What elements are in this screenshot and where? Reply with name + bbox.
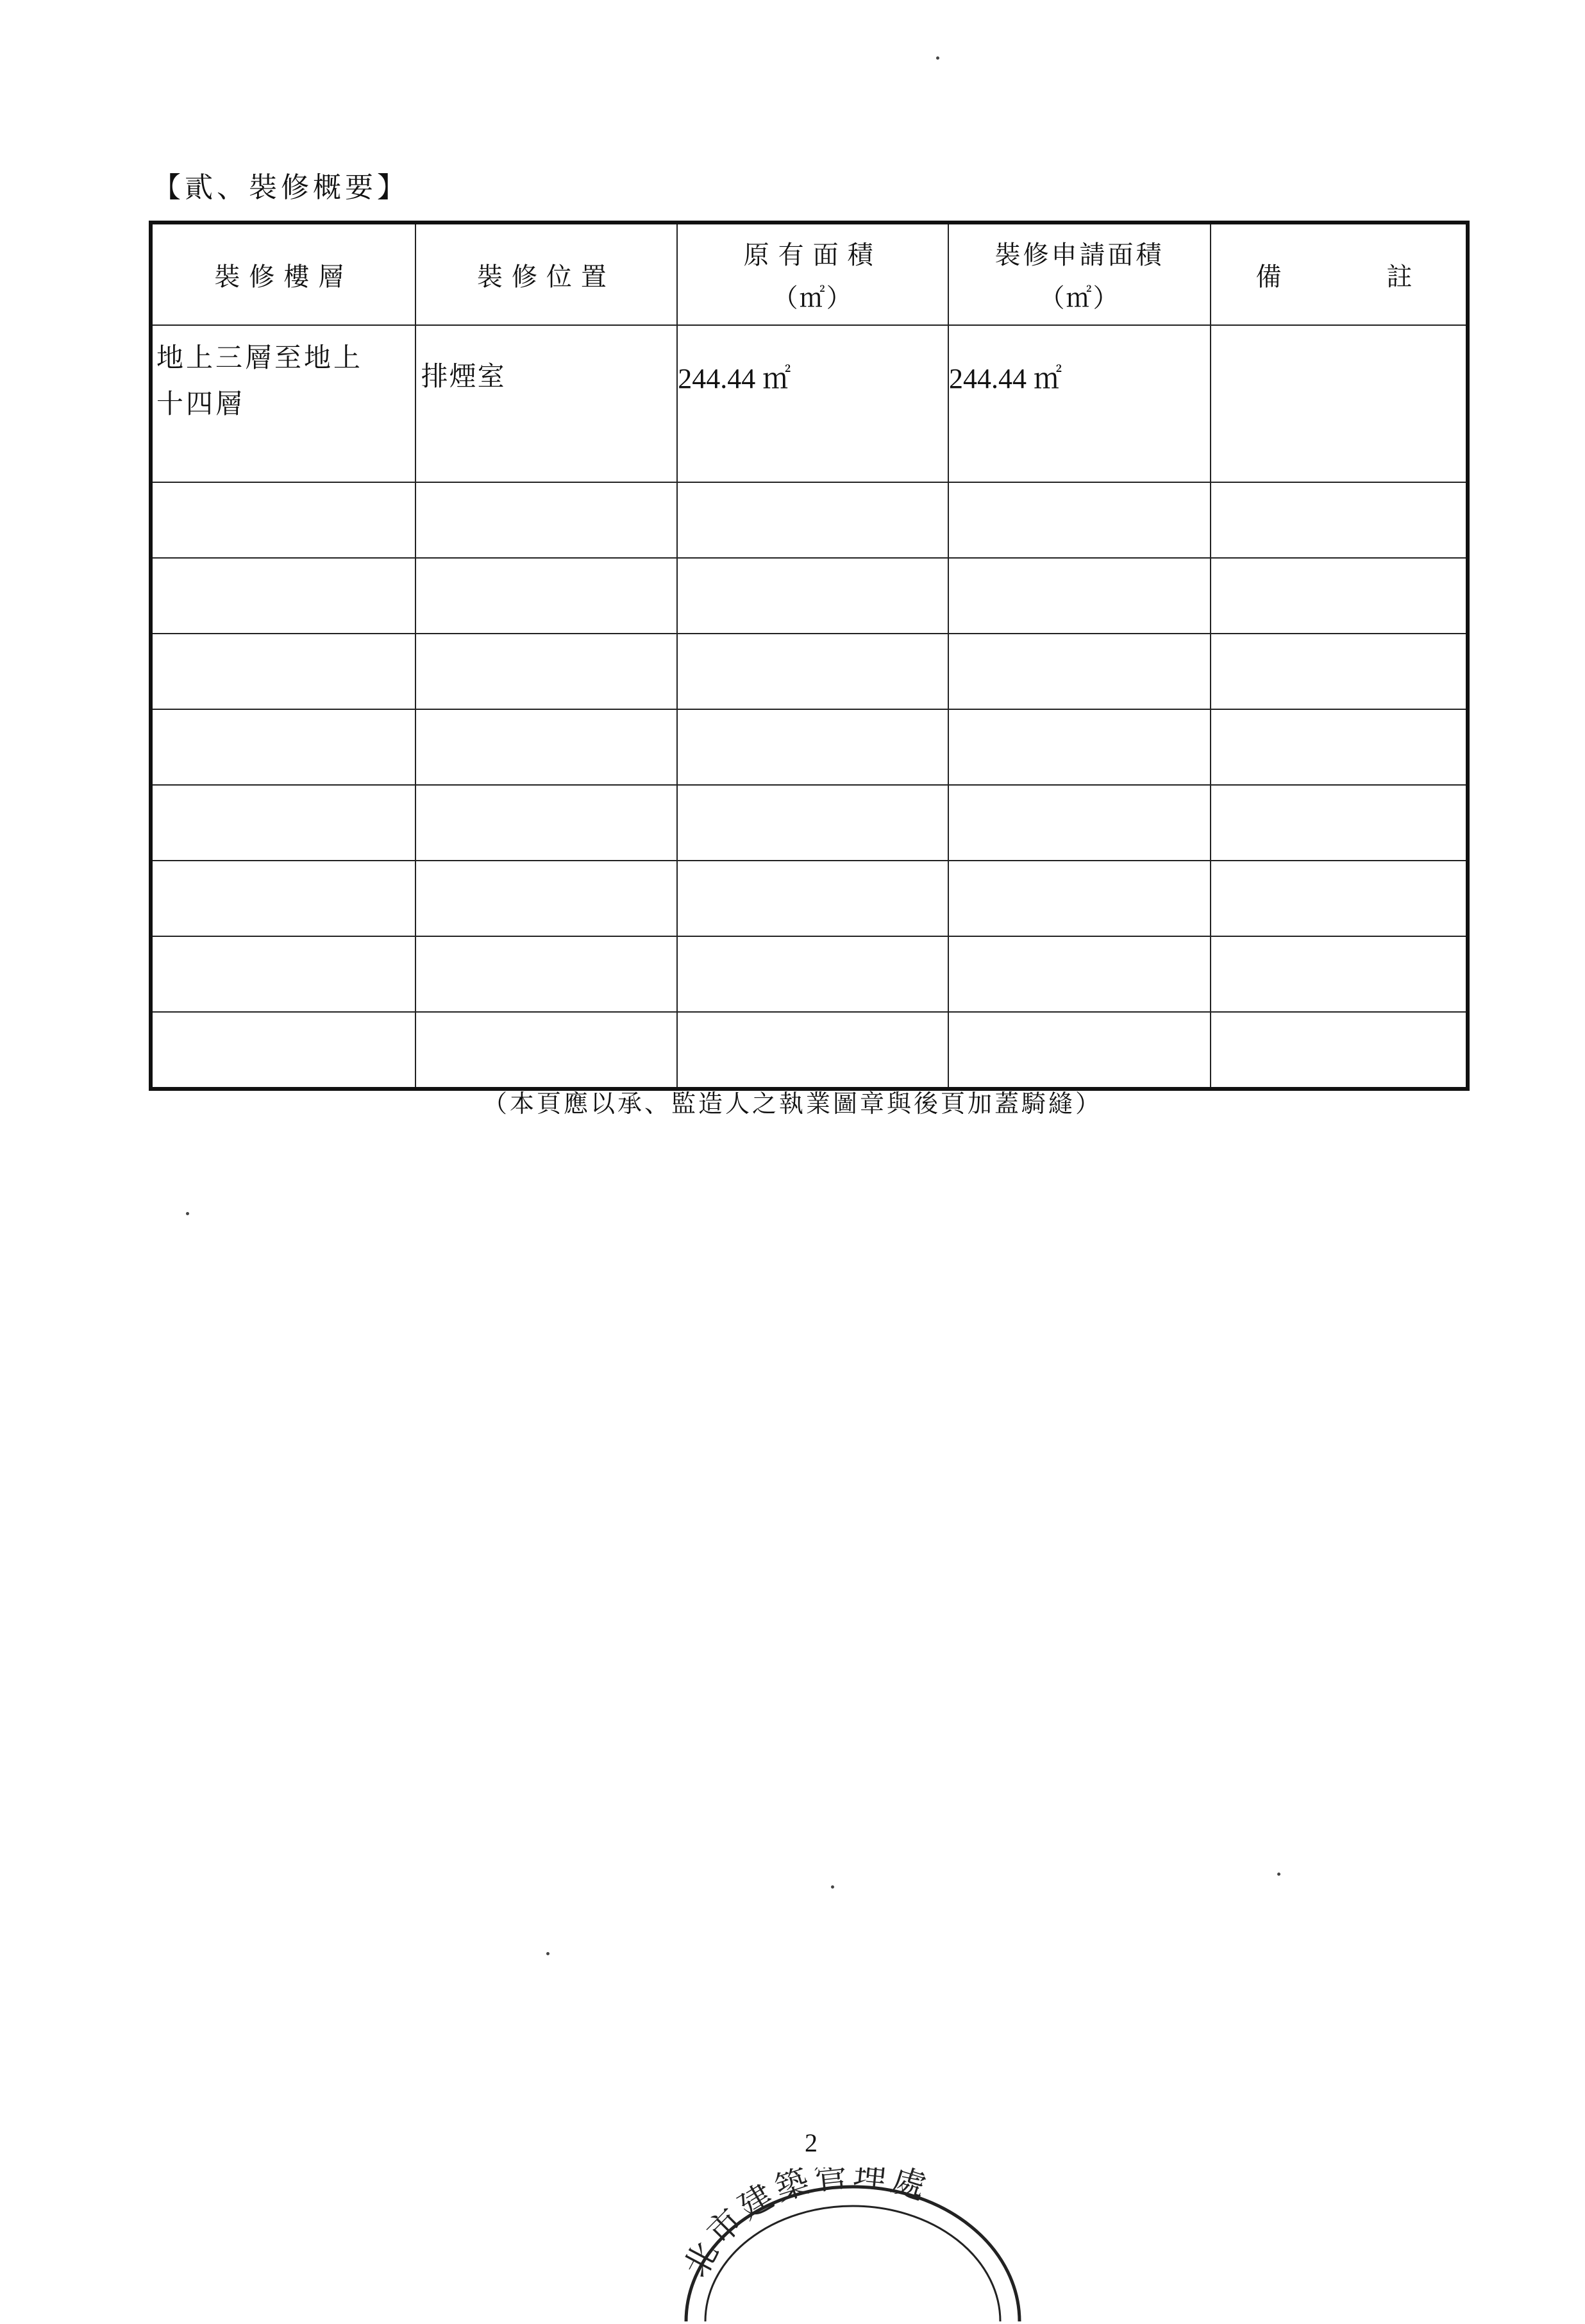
remark-cell — [1211, 325, 1468, 482]
empty-cell — [948, 1012, 1211, 1089]
empty-cell — [948, 482, 1211, 558]
empty-cell — [677, 482, 948, 558]
empty-cell — [151, 482, 415, 558]
renovation-summary-table — [149, 221, 1470, 1091]
scan-speck — [546, 1952, 549, 1955]
header-floor: 裝修樓層 — [151, 223, 415, 325]
table-row — [151, 325, 1468, 482]
seal-graphic — [673, 2168, 1032, 2321]
scan-speck — [1277, 1873, 1280, 1876]
header-applied-area-label: 裝修申請面積 — [994, 240, 1164, 270]
header-remark — [1211, 223, 1468, 325]
empty-cell — [1211, 785, 1468, 861]
section-heading: 【貳、裝修概要】 — [153, 171, 409, 204]
empty-cell — [948, 558, 1211, 634]
header-applied-area — [948, 223, 1211, 325]
empty-cell — [151, 785, 415, 861]
empty-cell — [415, 709, 678, 785]
empty-cell — [415, 861, 678, 936]
empty-cell — [151, 936, 415, 1012]
footnote: （本頁應以承、監造人之執業圖章與後頁加蓋騎縫） — [482, 1090, 1102, 1118]
empty-cell — [415, 1012, 678, 1089]
empty-cell — [677, 785, 948, 861]
empty-cell — [948, 709, 1211, 785]
scan-speck — [831, 1885, 834, 1889]
original-area-cell: 244.44 ㎡ — [677, 325, 948, 482]
header-original-area — [677, 223, 948, 325]
empty-cell — [948, 861, 1211, 936]
table-row — [151, 861, 1468, 936]
empty-cell — [415, 558, 678, 634]
table-row — [151, 785, 1468, 861]
empty-cell — [151, 1012, 415, 1089]
header-original-area-unit: （㎡） — [772, 283, 853, 313]
empty-cell — [151, 861, 415, 936]
applied-area-cell: 244.44 ㎡ — [948, 325, 1211, 482]
empty-cell — [677, 1012, 948, 1089]
empty-cell — [948, 785, 1211, 861]
scan-speck — [186, 1212, 189, 1215]
header-remark-part1: 備 — [1255, 262, 1291, 292]
empty-cell — [151, 558, 415, 634]
official-seal — [673, 2168, 1032, 2321]
empty-cell — [677, 709, 948, 785]
table-row — [151, 634, 1468, 709]
header-original-area-label: 原有面積 — [743, 240, 882, 270]
empty-cell — [948, 634, 1211, 709]
empty-cell — [1211, 709, 1468, 785]
header-remark-part2: 註 — [1386, 262, 1421, 292]
empty-cell — [1211, 634, 1468, 709]
empty-cell — [415, 482, 678, 558]
seal-text: 北市建築管理處 — [676, 2168, 934, 2284]
empty-cell — [415, 785, 678, 861]
table-row — [151, 1012, 1468, 1089]
page-number: 2 — [805, 2128, 818, 2157]
header-applied-area-unit: （㎡） — [1039, 283, 1120, 313]
table-header-row — [151, 223, 1468, 325]
position-cell: 排煙室 — [415, 325, 678, 482]
empty-cell — [948, 936, 1211, 1012]
floor-cell — [151, 325, 415, 482]
table-row — [151, 936, 1468, 1012]
empty-cell — [1211, 1012, 1468, 1089]
empty-cell — [1211, 482, 1468, 558]
empty-cell — [1211, 861, 1468, 936]
empty-cell — [151, 634, 415, 709]
empty-cell — [1211, 936, 1468, 1012]
table-row — [151, 482, 1468, 558]
empty-cell — [677, 634, 948, 709]
empty-cell — [677, 861, 948, 936]
header-position: 裝修位置 — [415, 223, 678, 325]
floor-line-2: 十四層 — [156, 388, 246, 419]
empty-cell — [415, 634, 678, 709]
empty-cell — [677, 558, 948, 634]
empty-cell — [415, 936, 678, 1012]
empty-cell — [677, 936, 948, 1012]
scan-speck — [936, 56, 939, 60]
floor-line-1: 地上三層至地上 — [156, 342, 364, 373]
table-row — [151, 709, 1468, 785]
empty-cell — [151, 709, 415, 785]
empty-cell — [1211, 558, 1468, 634]
table-row — [151, 558, 1468, 634]
